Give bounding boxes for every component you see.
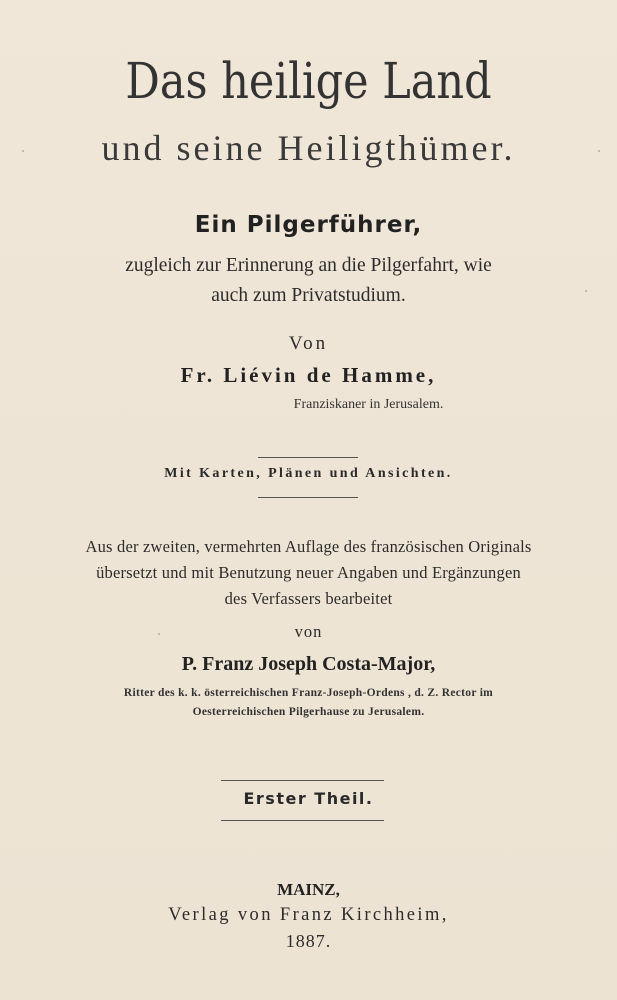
author-name: Fr. Liévin de Hamme,	[180, 363, 437, 387]
translator-role-line-1: Ritter des k. k. österreichischen Franz-Joseph-Ordens , d. Z. Rector im	[123, 687, 494, 699]
publisher-name: Verlag von Franz Kirchheim,	[168, 905, 449, 925]
author-role: Franziskaner in Jerusalem.	[293, 397, 444, 412]
by-label-2: von	[294, 622, 323, 641]
divider-rule-3	[221, 780, 384, 781]
publication-city: MAINZ,	[277, 880, 340, 899]
paper-speck	[598, 150, 600, 152]
publication-year: 1887.	[285, 931, 332, 951]
paper-speck	[22, 150, 24, 152]
guide-heading: Ein Pilgerführer,	[194, 212, 423, 238]
illustrations-note: Mit Karten, Plänen und Ansichten.	[164, 466, 453, 481]
description-line-2: auch zum Privatstudium.	[211, 285, 406, 306]
translation-line-2: übersetzt und mit Benutzung neuer Angaben und Ergänzungen	[96, 563, 521, 582]
divider-rule-4	[221, 820, 384, 821]
book-subtitle: und seine Heiligthümer.	[101, 128, 516, 168]
translator-name: P. Franz Joseph Costa-Major,	[181, 653, 436, 675]
description-line-1: zugleich zur Erinnerung an die Pilgerfahrt, wie	[125, 255, 492, 276]
divider-rule-1	[258, 457, 358, 458]
paper-speck	[585, 290, 587, 292]
translation-line-1: Aus der zweiten, vermehrten Auflage des französischen Originals	[85, 537, 532, 556]
translation-line-3: des Verfassers bearbeitet	[224, 589, 393, 608]
part-label: Erster Theil.	[243, 789, 374, 808]
translator-role-line-2: Oesterreichischen Pilgerhause zu Jerusalem.	[192, 706, 425, 718]
by-label: Von	[288, 333, 329, 354]
book-title: Das heilige Land	[125, 52, 492, 110]
paper-speck	[158, 633, 160, 635]
divider-rule-2	[258, 497, 358, 498]
